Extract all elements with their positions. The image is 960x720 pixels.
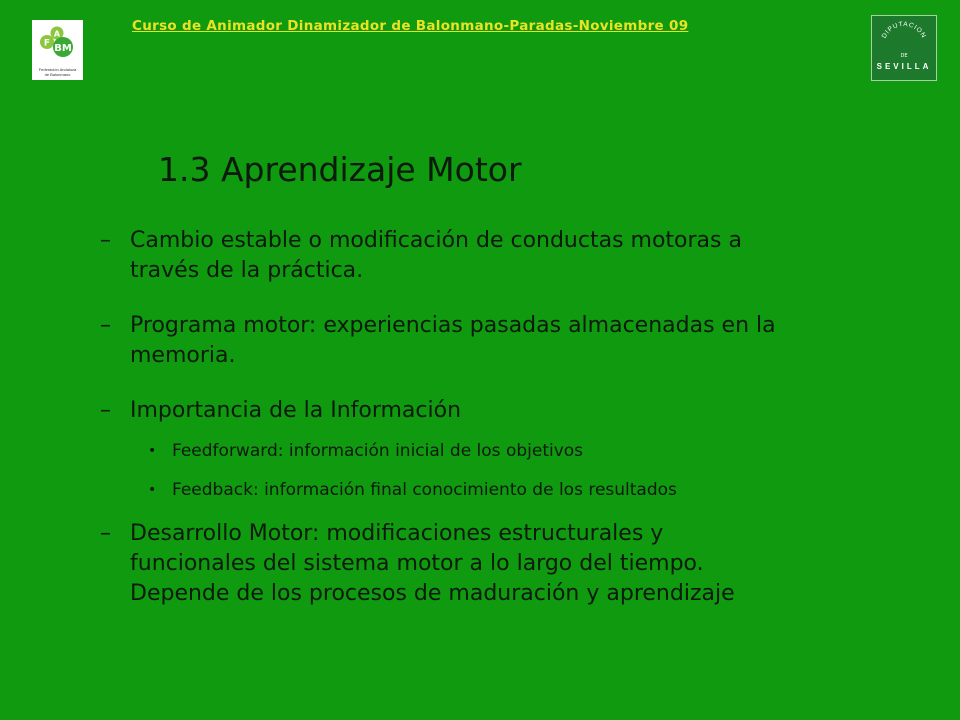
list-item-line: Cambio estable o modificación de conductas motoras a (130, 228, 742, 253)
list-item (130, 311, 910, 371)
list-item-line: Depende de los procesos de maduración y aprendizaje (130, 581, 735, 606)
list-item (130, 396, 910, 426)
logo-city-text: SEVILLA (876, 62, 932, 71)
svg-text:DIPUTACION (881, 21, 927, 40)
sub-list-item: Feedforward: información inicial de los objetivos (172, 441, 584, 461)
dash-marker: – (100, 313, 111, 338)
slide-title: 1.3 Aprendizaje Motor (158, 150, 522, 189)
diputacion-sevilla-logo (871, 15, 937, 81)
logo-letters-bm: BM (54, 43, 72, 54)
fabm-logo-icon (32, 20, 83, 66)
fabm-caption-line2: de Balonmano (44, 72, 71, 77)
logo-de-text: DE (900, 53, 908, 59)
logo-letter-f: F (43, 38, 51, 49)
fabm-logo-caption (32, 67, 83, 77)
sub-list-item: Feedback: información final conocimiento de los resultados (172, 480, 677, 500)
bullet-marker: • (148, 443, 157, 459)
logo-letter-a: A (53, 29, 61, 39)
course-header: Curso de Animador Dinamizador de Balonmano-Paradas-Noviembre 09 (132, 18, 689, 34)
list-item-line: través de la práctica. (130, 258, 364, 283)
list-item (130, 226, 910, 286)
list-item-line: Importancia de la Información (130, 398, 462, 423)
logo-arc-text: DIPUTACION (880, 20, 928, 40)
fabm-caption-line1: Federación Andaluza (38, 67, 77, 72)
list-item-line: Programa motor: experiencias pasadas almacenadas en la (130, 313, 776, 338)
list-item (130, 519, 910, 609)
list-item-line: funcionales del sistema motor a lo largo del tiempo. (130, 551, 704, 576)
dash-marker: – (100, 521, 111, 546)
dash-marker: – (100, 228, 111, 253)
bullet-marker: • (148, 482, 157, 498)
diputacion-crest-icon (872, 16, 936, 56)
dash-marker: – (100, 398, 111, 423)
list-item-line: Desarrollo Motor: modificaciones estructurales y (130, 521, 664, 546)
list-item-line: memoria. (130, 343, 236, 368)
fabm-logo (32, 20, 83, 80)
